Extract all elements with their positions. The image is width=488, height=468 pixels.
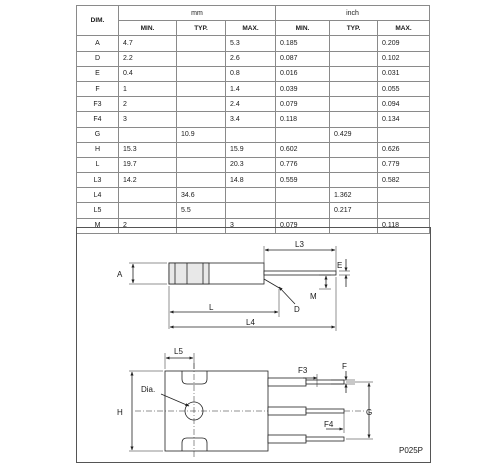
front-view	[129, 353, 373, 457]
label-a: A	[117, 270, 123, 279]
table-row	[77, 173, 430, 188]
inch-max-cell: 0.779	[378, 157, 430, 172]
mm-min-cell: 2	[119, 97, 177, 112]
dim-cell: D	[77, 51, 119, 66]
mm-min-cell: 3	[119, 112, 177, 127]
lead-bend	[264, 279, 281, 289]
mm-max-cell: 15.9	[226, 142, 276, 157]
inch-max-header: MAX.	[378, 21, 430, 36]
table-row	[77, 157, 430, 172]
inch-max-cell	[378, 188, 430, 203]
mm-min-header: MIN.	[119, 21, 177, 36]
mm-min-cell: 15.3	[119, 142, 177, 157]
inch-typ-cell	[330, 142, 378, 157]
label-m: M	[310, 292, 317, 301]
inch-max-cell	[378, 203, 430, 218]
mm-min-cell	[119, 203, 177, 218]
pin-2-base	[268, 407, 306, 415]
mm-max-cell	[226, 188, 276, 203]
table-row	[77, 36, 430, 51]
mm-max-cell: 2.4	[226, 97, 276, 112]
inch-min-cell	[276, 203, 330, 218]
package-drawing-frame	[76, 227, 431, 463]
mm-max-cell: 2.6	[226, 51, 276, 66]
inch-min-cell: 0.016	[276, 66, 330, 81]
dim-cell: L	[77, 157, 119, 172]
mm-min-cell	[119, 188, 177, 203]
mm-max-cell	[226, 203, 276, 218]
dim-header: DIM.	[77, 6, 119, 36]
mm-typ-cell: 34.6	[177, 188, 226, 203]
mm-max-cell: 1.4	[226, 81, 276, 96]
mm-max-header: MAX.	[226, 21, 276, 36]
dim-cell: L4	[77, 188, 119, 203]
inch-typ-cell	[330, 97, 378, 112]
inch-min-cell: 0.602	[276, 142, 330, 157]
inch-min-header: MIN.	[276, 21, 330, 36]
mm-max-cell: 14.8	[226, 173, 276, 188]
mm-min-cell: 2.2	[119, 51, 177, 66]
label-g: G	[366, 408, 373, 417]
mm-min-cell: 2	[119, 218, 177, 233]
label-f: F	[342, 362, 347, 371]
mm-max-cell	[226, 127, 276, 142]
dimensions-table	[76, 5, 430, 234]
mm-min-cell	[119, 127, 177, 142]
dim-cell: A	[77, 36, 119, 51]
mm-typ-cell: 10.9	[177, 127, 226, 142]
pin-3-lead	[306, 437, 344, 441]
pin-3-base	[268, 435, 306, 443]
dim-cell: E	[77, 66, 119, 81]
mm-min-cell: 19.7	[119, 157, 177, 172]
inch-typ-header: TYP.	[330, 21, 378, 36]
dim-cell: F4	[77, 112, 119, 127]
mm-max-cell: 3.4	[226, 112, 276, 127]
dim-cell: L3	[77, 173, 119, 188]
label-l: L	[209, 303, 214, 312]
inch-typ-cell: 0.217	[330, 203, 378, 218]
pin-1-lead	[306, 380, 344, 384]
dim-cell: H	[77, 142, 119, 157]
inch-typ-cell: 0.429	[330, 127, 378, 142]
dim-cell: M	[77, 218, 119, 233]
label-l5: L5	[174, 347, 183, 356]
mm-min-cell: 14.2	[119, 173, 177, 188]
table-row	[77, 51, 430, 66]
mm-typ-cell	[177, 173, 226, 188]
inch-max-cell: 0.582	[378, 173, 430, 188]
table-row	[77, 81, 430, 96]
table-row	[77, 97, 430, 112]
inch-min-cell: 0.079	[276, 97, 330, 112]
inch-min-cell: 0.559	[276, 173, 330, 188]
table-row	[77, 127, 430, 142]
mm-max-cell: 3	[226, 218, 276, 233]
mm-typ-cell	[177, 112, 226, 127]
inch-typ-cell	[330, 112, 378, 127]
inch-min-cell: 0.079	[276, 218, 330, 233]
mm-typ-header: TYP.	[177, 21, 226, 36]
mm-typ-cell	[177, 97, 226, 112]
dim-cell: G	[77, 127, 119, 142]
inch-max-cell	[378, 127, 430, 142]
mm-header: mm	[119, 6, 276, 21]
inch-min-cell: 0.039	[276, 81, 330, 96]
label-f3: F3	[298, 366, 308, 375]
inch-max-cell: 0.094	[378, 97, 430, 112]
inch-min-cell: 0.776	[276, 157, 330, 172]
mm-max-cell: 5.3	[226, 36, 276, 51]
inch-typ-cell	[330, 81, 378, 96]
inch-typ-cell	[330, 157, 378, 172]
mm-max-cell: 0.8	[226, 66, 276, 81]
inch-max-cell: 0.055	[378, 81, 430, 96]
inch-typ-cell	[330, 173, 378, 188]
table-row	[77, 112, 430, 127]
table-row	[77, 203, 430, 218]
label-dia: Dia.	[141, 385, 156, 394]
label-e: E	[337, 261, 343, 270]
table-row	[77, 142, 430, 157]
side-lead	[264, 271, 336, 275]
inch-min-cell: 0.118	[276, 112, 330, 127]
mm-min-cell: 4.7	[119, 36, 177, 51]
label-l3: L3	[295, 240, 304, 249]
mm-typ-cell	[177, 142, 226, 157]
inch-max-cell: 0.209	[378, 36, 430, 51]
inch-typ-cell	[330, 36, 378, 51]
mm-typ-cell	[177, 51, 226, 66]
pin-1-base	[268, 378, 306, 386]
mm-max-cell: 20.3	[226, 157, 276, 172]
d-leader	[279, 287, 295, 304]
mm-min-cell: 1	[119, 81, 177, 96]
label-h: H	[117, 408, 123, 417]
inch-max-cell: 0.134	[378, 112, 430, 127]
pin-2-lead	[306, 409, 344, 413]
dim-cell: F	[77, 81, 119, 96]
inch-max-cell: 0.626	[378, 142, 430, 157]
mm-typ-cell: 5.5	[177, 203, 226, 218]
label-f4: F4	[324, 420, 334, 429]
package-drawing	[77, 228, 430, 462]
dim-cell: L5	[77, 203, 119, 218]
inch-header: inch	[276, 6, 430, 21]
inch-max-cell: 0.031	[378, 66, 430, 81]
inch-min-cell	[276, 188, 330, 203]
mm-typ-cell	[177, 36, 226, 51]
table-row	[77, 66, 430, 81]
inch-min-cell	[276, 127, 330, 142]
drawing-code: P025P	[399, 446, 424, 455]
mm-min-cell: 0.4	[119, 66, 177, 81]
inch-typ-cell	[330, 51, 378, 66]
inch-min-cell: 0.185	[276, 36, 330, 51]
label-d: D	[294, 305, 300, 314]
dim-cell: F3	[77, 97, 119, 112]
side-view	[129, 246, 350, 331]
table-row	[77, 188, 430, 203]
mm-typ-cell	[177, 66, 226, 81]
inch-max-cell: 0.118	[378, 218, 430, 233]
inch-typ-cell: 1.362	[330, 188, 378, 203]
inch-min-cell: 0.087	[276, 51, 330, 66]
label-l4: L4	[246, 318, 255, 327]
inch-typ-cell	[330, 66, 378, 81]
mm-typ-cell	[177, 157, 226, 172]
mm-typ-cell	[177, 81, 226, 96]
inch-max-cell: 0.102	[378, 51, 430, 66]
